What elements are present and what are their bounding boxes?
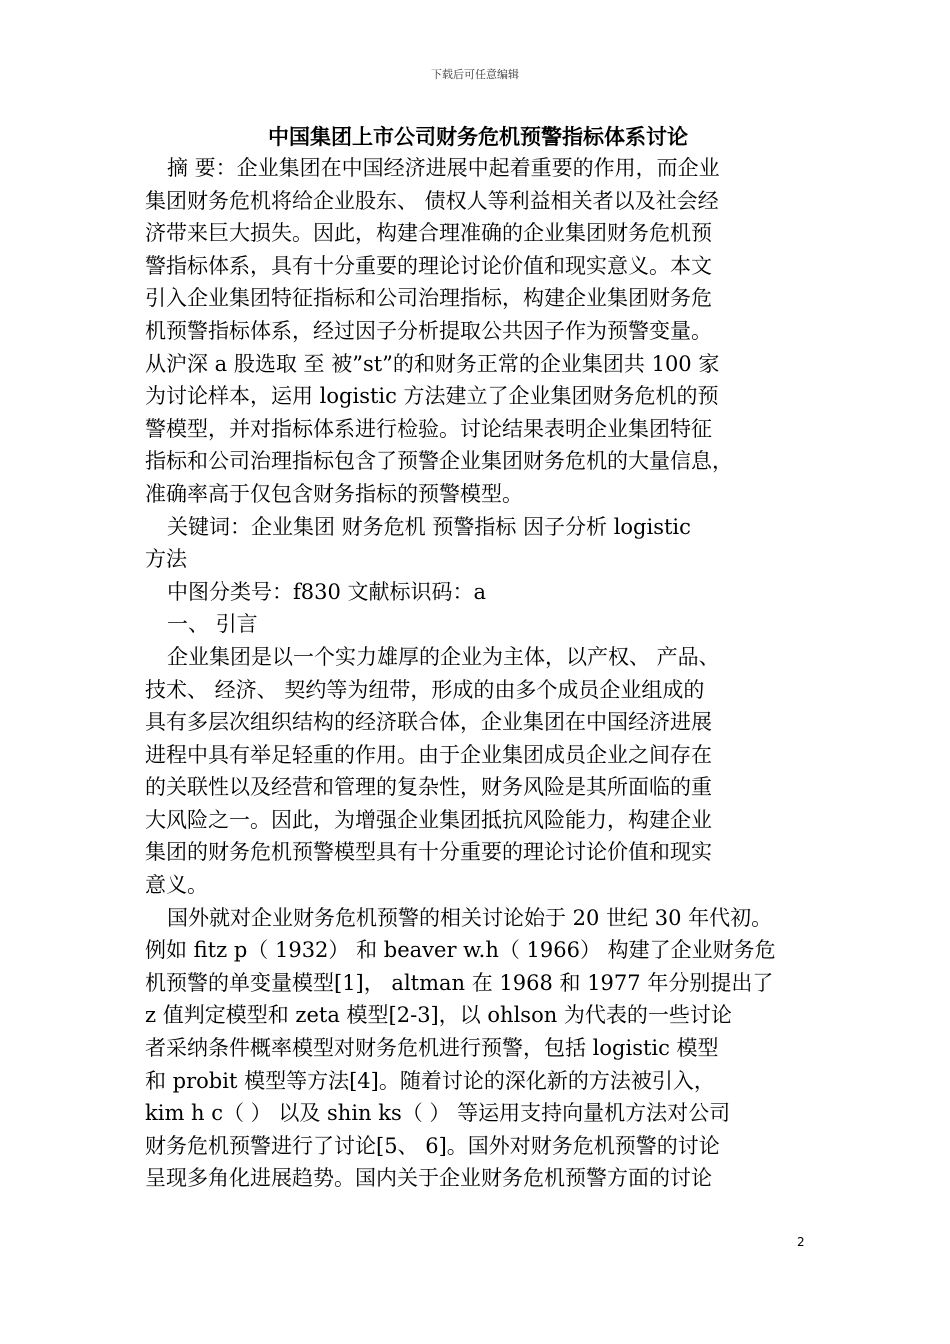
paragraph-line: 集团的财务危机预警模型具有十分重要的理论讨论价值和现实: [145, 840, 712, 865]
paragraph-line: 和 probit 模型等方法[4]。随着讨论的深化新的方法被引入，: [145, 1068, 715, 1093]
abstract-line: 为讨论样本，运用 logistic 方法建立了企业集团财务危机的预: [145, 384, 719, 409]
abstract-line: 警指标体系，具有十分重要的理论讨论价值和现实意义。本文: [145, 253, 712, 278]
paragraph-line: 例如 fitz p（ 1932） 和 beaver w.h（ 1966） 构建了企业财务危: [145, 938, 776, 963]
abstract-line: 集团财务危机将给企业股东、 债权人等利益相关者以及社会经: [145, 188, 719, 213]
paragraph-line: 进程中具有举足轻重的作用。由于企业集团成员企业之间存在: [145, 742, 712, 767]
abstract-line: 警模型，并对指标体系进行检验。讨论结果表明企业集团特征: [145, 416, 712, 441]
paragraph-line: 技术、 经济、 契约等为纽带，形成的由多个成员企业组成的: [145, 677, 705, 702]
abstract-line: 准确率高于仅包含财务指标的预警模型。: [145, 481, 523, 506]
paragraph-line: 意义。: [145, 873, 208, 898]
paragraph-line: 具有多层次组织结构的经济联合体，企业集团在中国经济进展: [145, 710, 712, 735]
paragraph-line: 的关联性以及经营和管理的复杂性，财务风险是其所面临的重: [145, 775, 712, 800]
paragraph-line: 大风险之一。因此，为增强企业集团抵抗风险能力，构建企业: [145, 807, 712, 832]
abstract-line: 引入企业集团特征指标和公司治理指标，构建企业集团财务危: [145, 286, 712, 311]
page-number: 2: [797, 1235, 805, 1249]
paragraph-line: 财务危机预警进行了讨论[5、 6]。国外对财务危机预警的讨论: [145, 1133, 720, 1158]
header-note: 下载后可任意编辑: [431, 68, 519, 81]
abstract-line: 摘 要：企业集团在中国经济进展中起着重要的作用，而企业: [167, 156, 720, 180]
paragraph-line: 国外就对企业财务危机预警的相关讨论始于 20 世纪 30 年代初。: [167, 905, 773, 930]
paragraph-line: 机预警的单变量模型[1]， altman 在 1968 和 1977 年分别提出了: [145, 970, 774, 995]
paragraph-line: kim h c（ ） 以及 shin ks（ ） 等运用支持向量机方法对公司: [145, 1101, 731, 1126]
paragraph-line: 企业集团是以一个实力雄厚的企业为主体，以产权、 产品、: [167, 644, 720, 669]
paragraph-line: z 值判定模型和 zeta 模型[2-3]，以 ohlson 为代表的一些讨论: [145, 1003, 732, 1028]
keywords-line: 方法: [145, 547, 187, 572]
abstract-line: 机预警指标体系，经过因子分析提取公共因子作为预警变量。: [145, 318, 712, 343]
paragraph-line: 呈现多角化进展趋势。国内关于企业财务危机预警方面的讨论: [145, 1166, 712, 1191]
page-title: 中国集团上市公司财务危机预警指标体系讨论: [268, 125, 688, 149]
article-body: [145, 152, 810, 1195]
classification-line: 中图分类号：f830 文献标识码：a: [167, 579, 487, 604]
abstract-line: 济带来巨大损失。因此，构建合理准确的企业集团财务危机预: [145, 221, 712, 246]
paragraph-line: 者采纳条件概率模型对财务危机进行预警，包括 logistic 模型: [145, 1036, 719, 1061]
section-heading: 一、 引言: [167, 612, 258, 637]
keywords-line: 关键词：企业集团 财务危机 预警指标 因子分析 logistic: [167, 514, 691, 539]
abstract-line: 从沪深 a 股选取 至 被”st”的和财务正常的企业集团共 100 家: [145, 351, 720, 376]
abstract-line: 指标和公司治理指标包含了预警企业集团财务危机的大量信息，: [145, 449, 733, 474]
